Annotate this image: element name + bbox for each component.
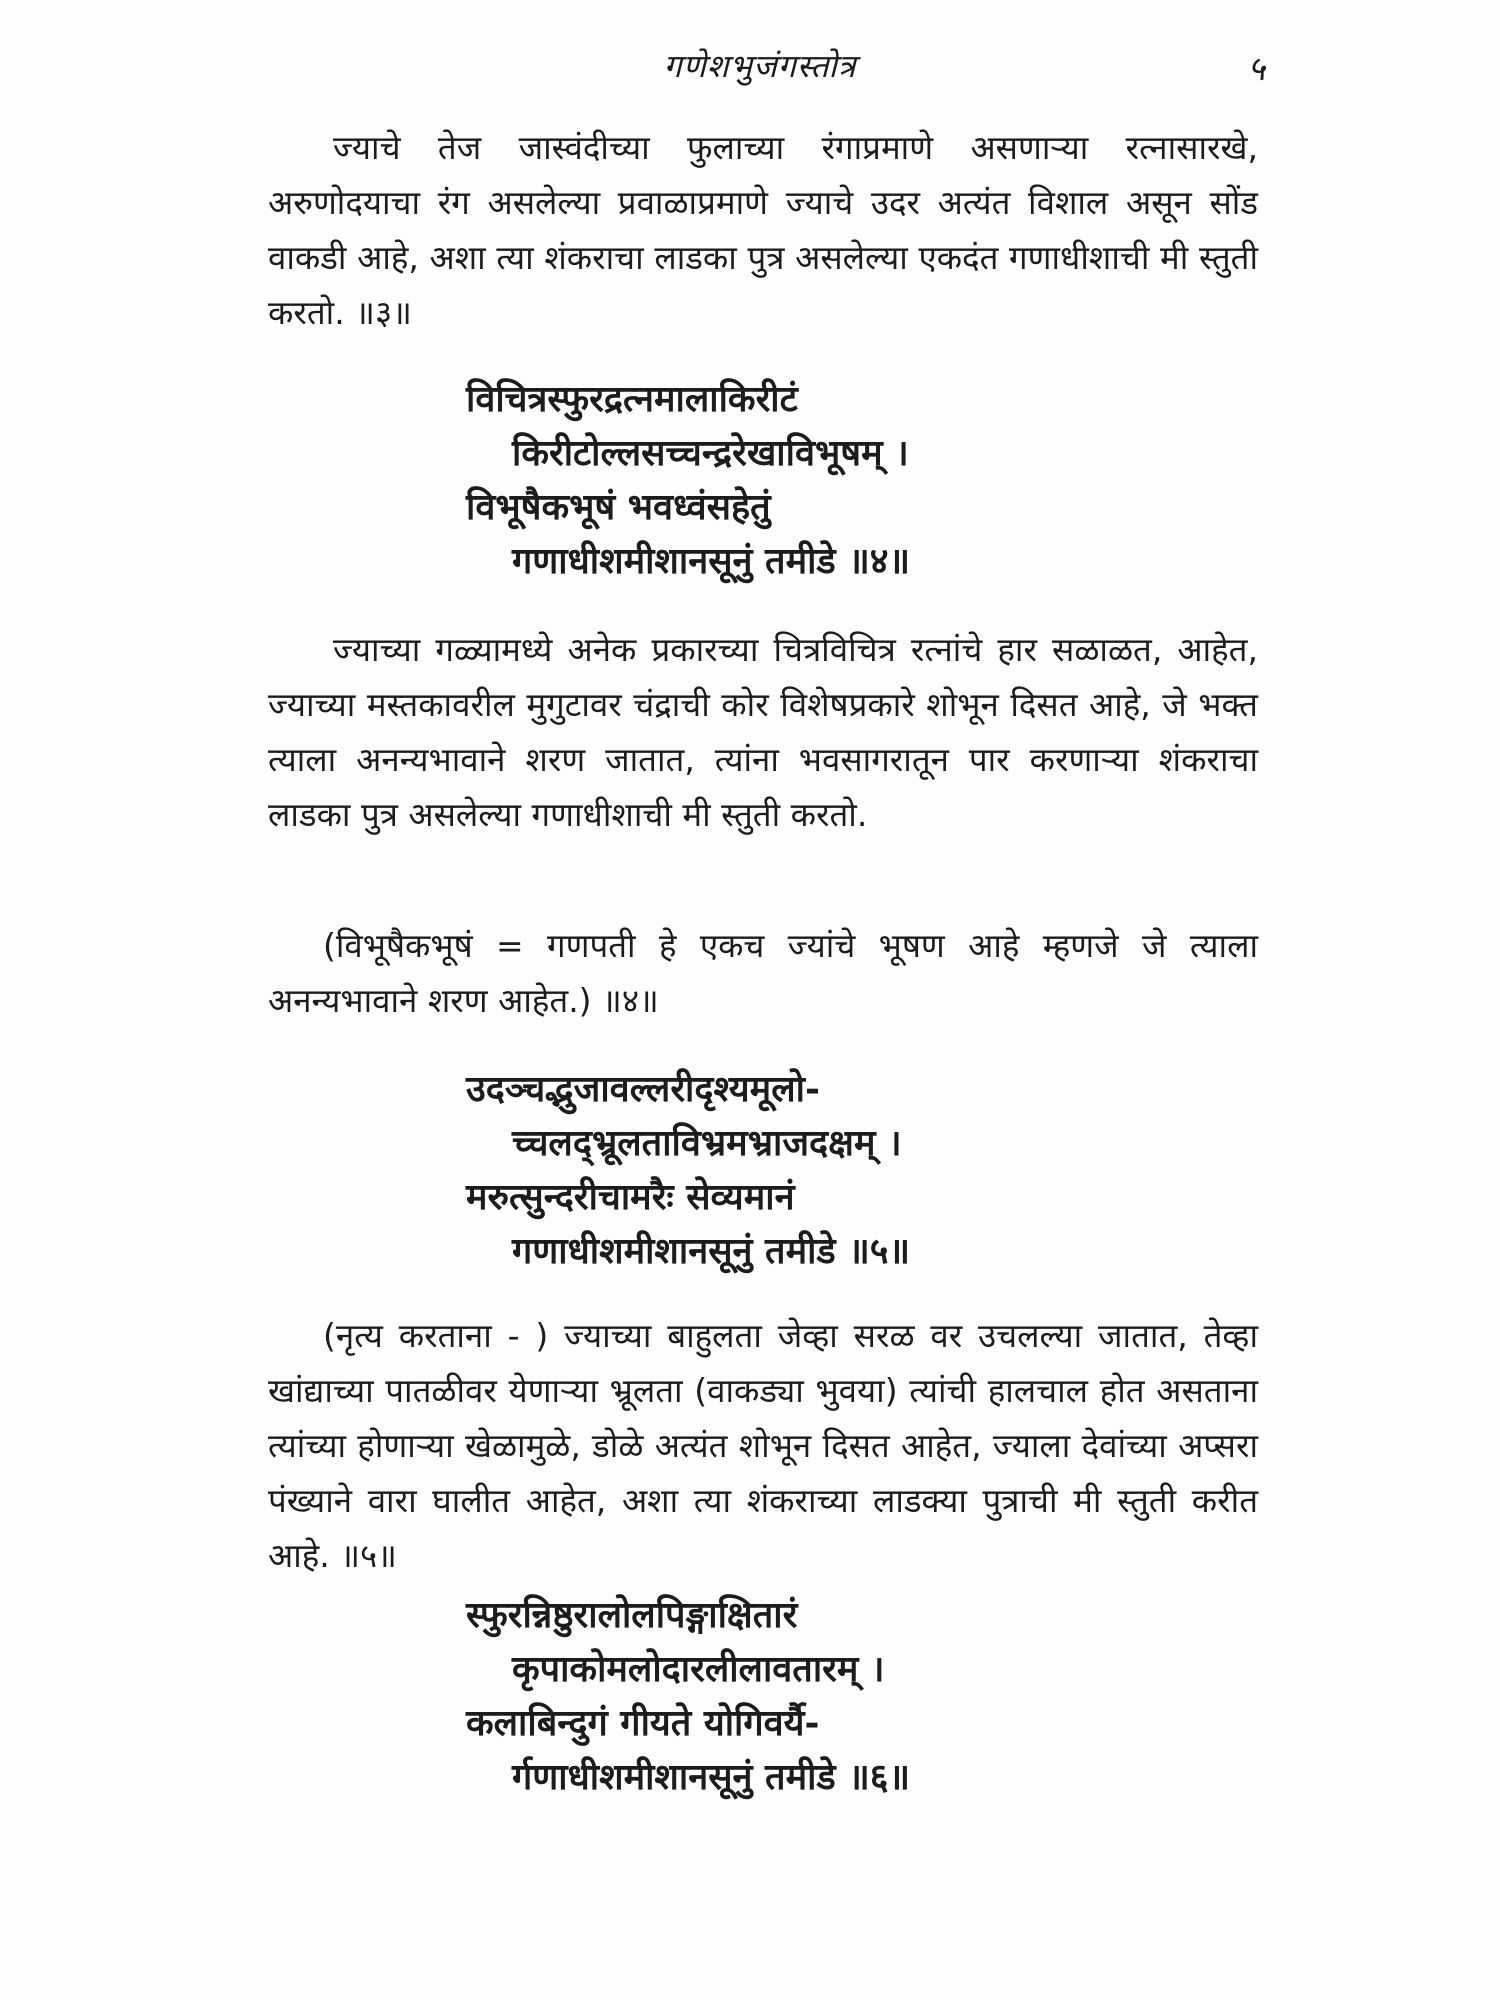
verse-6 — [466, 1588, 1166, 1804]
verse-line: गणाधीशमीशानसूनुं तमीडे ॥४॥ — [512, 540, 911, 582]
commentary-verse-3: ज्याचे तेज जास्वंदीच्या फुलाच्या रंगाप्रमाणे असणाऱ्या रत्नासारखे, अरुणोदयाचा रंग असलेल्या प्रवाळाप्रमाणे ज्याचे उदर अत्यंत विशाल असून सोंड वाकडी आहे, अशा त्या शंकराचा लाडका पुत्र असलेल्या एकदंत गणाधीशाची मी स्तुती करतो. ॥३॥ — [268, 128, 1258, 332]
verse-line: विभूषैकभूषं भवध्वंसहेतुं — [466, 486, 771, 528]
commentary-verse-4: ज्याच्या गळ्यामध्ये अनेक प्रकारच्या चित्रविचित्र रत्नांचे हार सळाळत, आहेत, ज्याच्या मस्तकावरील मुगुटावर चंद्राची कोर विशेषप्रकारे शोभून दिसत आहे, जे भक्त त्याला अनन्यभावाने शरण जातात, त्यांना भवसागरातून पार करणाऱ्या शंकराचा लाडका पुत्र असलेल्या गणाधीशाची मी स्तुती करतो. — [268, 630, 1258, 834]
verse-line: मरुत्सुन्दरीचामरैः सेव्यमानं — [466, 1176, 795, 1218]
page-header — [0, 44, 1500, 104]
verse-line: गणाधीशमीशानसूनुं तमीडे ॥५॥ — [512, 1230, 911, 1272]
verse-line: च्चलद्भ्रूलताविभ्रमभ्राजदक्षम् । — [512, 1122, 902, 1164]
verse-line: र्गणाधीशमीशानसूनुं तमीडे ॥६॥ — [512, 1756, 911, 1798]
verse-5 — [466, 1062, 1166, 1278]
commentary-verse-5: (नृत्य करताना - ) ज्याच्या बाहुलता जेव्हा सरळ वर उचलल्या जातात, तेव्हा खांद्याच्या पातळीवर येणाऱ्या भ्रूलता (वाकड्या भुवया) त्यांची हालचाल होत असताना त्यांच्या होणाऱ्या खेळामुळे, डोळे अत्यंत शोभून दिसत आहेत, ज्याला देवांच्या अप्सरा पंख्याने वारा घालीत आहेत, अशा त्या शंकराच्या लाडक्या पुत्राची मी स्तुती करीत आहे. ॥५॥ — [268, 1316, 1258, 1575]
verse-line: स्फुरन्निष्ठुरालोलपिङ्गाक्षितारं — [466, 1594, 798, 1636]
page-number: ५ — [1247, 49, 1265, 89]
verse-line: कलाबिन्दुगं गीयते योगिवर्यै- — [466, 1702, 820, 1744]
verse-line: विचित्रस्फुरद्रत्नमालाकिरीटं — [466, 378, 798, 420]
note-verse-4: (विभूषैकभूषं = गणपती हे एकच ज्यांचे भूषण आहे म्हणजे जे त्याला अनन्यभावाने शरण आहेत.) ॥४॥ — [268, 926, 1258, 1020]
verse-line: उदञ्चद्भुजावल्लरीदृश्यमूलो- — [466, 1068, 820, 1110]
running-title: गणेशभुजंगस्तोत्र — [663, 47, 857, 85]
verse-4 — [466, 372, 1166, 588]
verse-line: किरीटोल्लसच्चन्द्ररेखाविभूषम् । — [512, 432, 909, 474]
verse-line: कृपाकोमलोदारलीलावतारम् । — [512, 1648, 885, 1690]
